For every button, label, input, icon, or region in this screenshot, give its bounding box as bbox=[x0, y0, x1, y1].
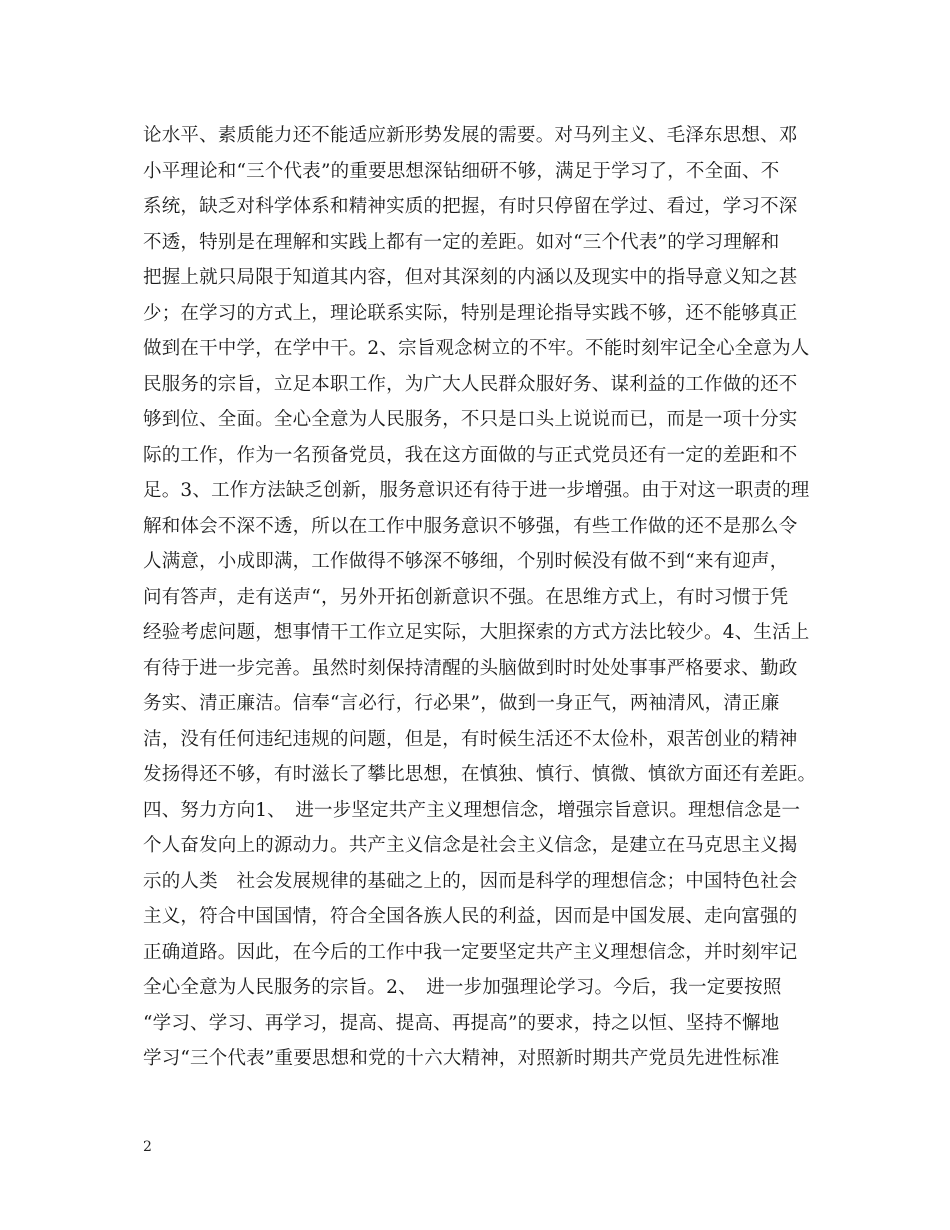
text-line: 示的人类 社会发展规律的基础之上的，因而是科学的理想信念；中国特色社会 bbox=[143, 870, 798, 892]
text-line: 务实、清正廉洁。信奉“言必行，行必果”，做到一身正气，两袖清风，清正廉 bbox=[143, 693, 780, 714]
text-line: 四、努力方向1、 进一步坚定共产主义理想信念，增强宗旨意识。理想信念是一 bbox=[143, 799, 801, 821]
text-line: 正确道路。因此，在今后的工作中我一定要坚定共产主义理想信念，并时刻牢记 bbox=[143, 941, 798, 963]
text-line: “学习、学习、再学习，提高、提高、再提高”的要求，持之以恒、坚持不懈地 bbox=[143, 1012, 780, 1034]
text-line: 个人奋发向上的源动力。共产主义信念是社会主义信念，是建立在马克思主义揭 bbox=[143, 835, 798, 856]
text-line: 发扬得还不够，有时滋长了攀比思想，在慎独、慎行、慎微、慎欲方面还有差距。 bbox=[143, 764, 817, 785]
text-line: 民服务的宗旨，立足本职工作，为广大人民群众服好务、谋利益的工作做的还不 bbox=[143, 373, 798, 395]
text-line: 够到位、全面。全心全意为人民服务，不只是口头上说说而已，而是一项十分实 bbox=[143, 409, 798, 430]
text-line: 解和体会不深不透，所以在工作中服务意识不够强，有些工作做的还不是那么令 bbox=[143, 515, 798, 537]
text-line: 人满意，小成即满，工作做得不够深不够细，个别时候没有做不到“来有迎声， bbox=[143, 551, 789, 572]
text-line: 主义，符合中国国情，符合全国各族人民的利益，因而是中国发展、走向富强的 bbox=[143, 906, 798, 927]
text-line: 少；在学习的方式上，理论联系实际，特别是理论指导实践不够，还不能够真正 bbox=[143, 302, 798, 324]
text-line: 洁，没有任何违纪违规的问题，但是，有时候生活还不太俭朴，艰苦创业的精神 bbox=[143, 728, 798, 750]
body-text bbox=[143, 118, 823, 1077]
text-line: 系统，缺乏对科学体系和精神实质的把握，有时只停留在学过、看过，学习不深 bbox=[143, 196, 798, 217]
text-line: 足。3、工作方法缺乏创新，服务意识还有待于进一步增强。由于对这一职责的理 bbox=[143, 480, 810, 501]
text-line: 做到在干中学，在学中干。2、宗旨观念树立的不牢。不能时刻牢记全心全意为人 bbox=[143, 338, 810, 359]
text-line: 经验考虑问题，想事情干工作立足实际，大胆探索的方式方法比较少。4、生活上 bbox=[143, 622, 810, 643]
text-line: 有待于进一步完善。虽然时刻保持清醒的头脑做到时时处处事事严格要求、勤政 bbox=[143, 657, 798, 679]
text-line: 小平理论和“三个代表”的重要思想深钻细研不够，满足于学习了，不全面、不 bbox=[143, 160, 780, 182]
text-line: 全心全意为人民服务的宗旨。2、 进一步加强理论学习。今后，我一定要按照 bbox=[143, 977, 782, 998]
text-line: 论水平、素质能力还不能适应新形势发展的需要。对马列主义、毛泽东思想、邓 bbox=[143, 125, 798, 146]
text-line: 问有答声，走有送声“，另外开拓创新意识不强。在思维方式上，有时习惯于凭 bbox=[143, 586, 789, 608]
text-line: 学习“三个代表”重要思想和党的十六大精神，对照新时期共产党员先进性标准 bbox=[143, 1048, 780, 1069]
page-number: 2 bbox=[143, 1139, 152, 1155]
text-line: 际的工作，作为一名预备党员，我在这方面做的与正式党员还有一定的差距和不 bbox=[143, 444, 798, 466]
text-line: 把握上就只局限于知道其内容，但对其深刻的内涵以及现实中的指导意义知之甚 bbox=[143, 267, 798, 288]
text-line: 不透，特别是在理解和实践上都有一定的差距。如对“三个代表”的学习理解和 bbox=[143, 231, 780, 253]
